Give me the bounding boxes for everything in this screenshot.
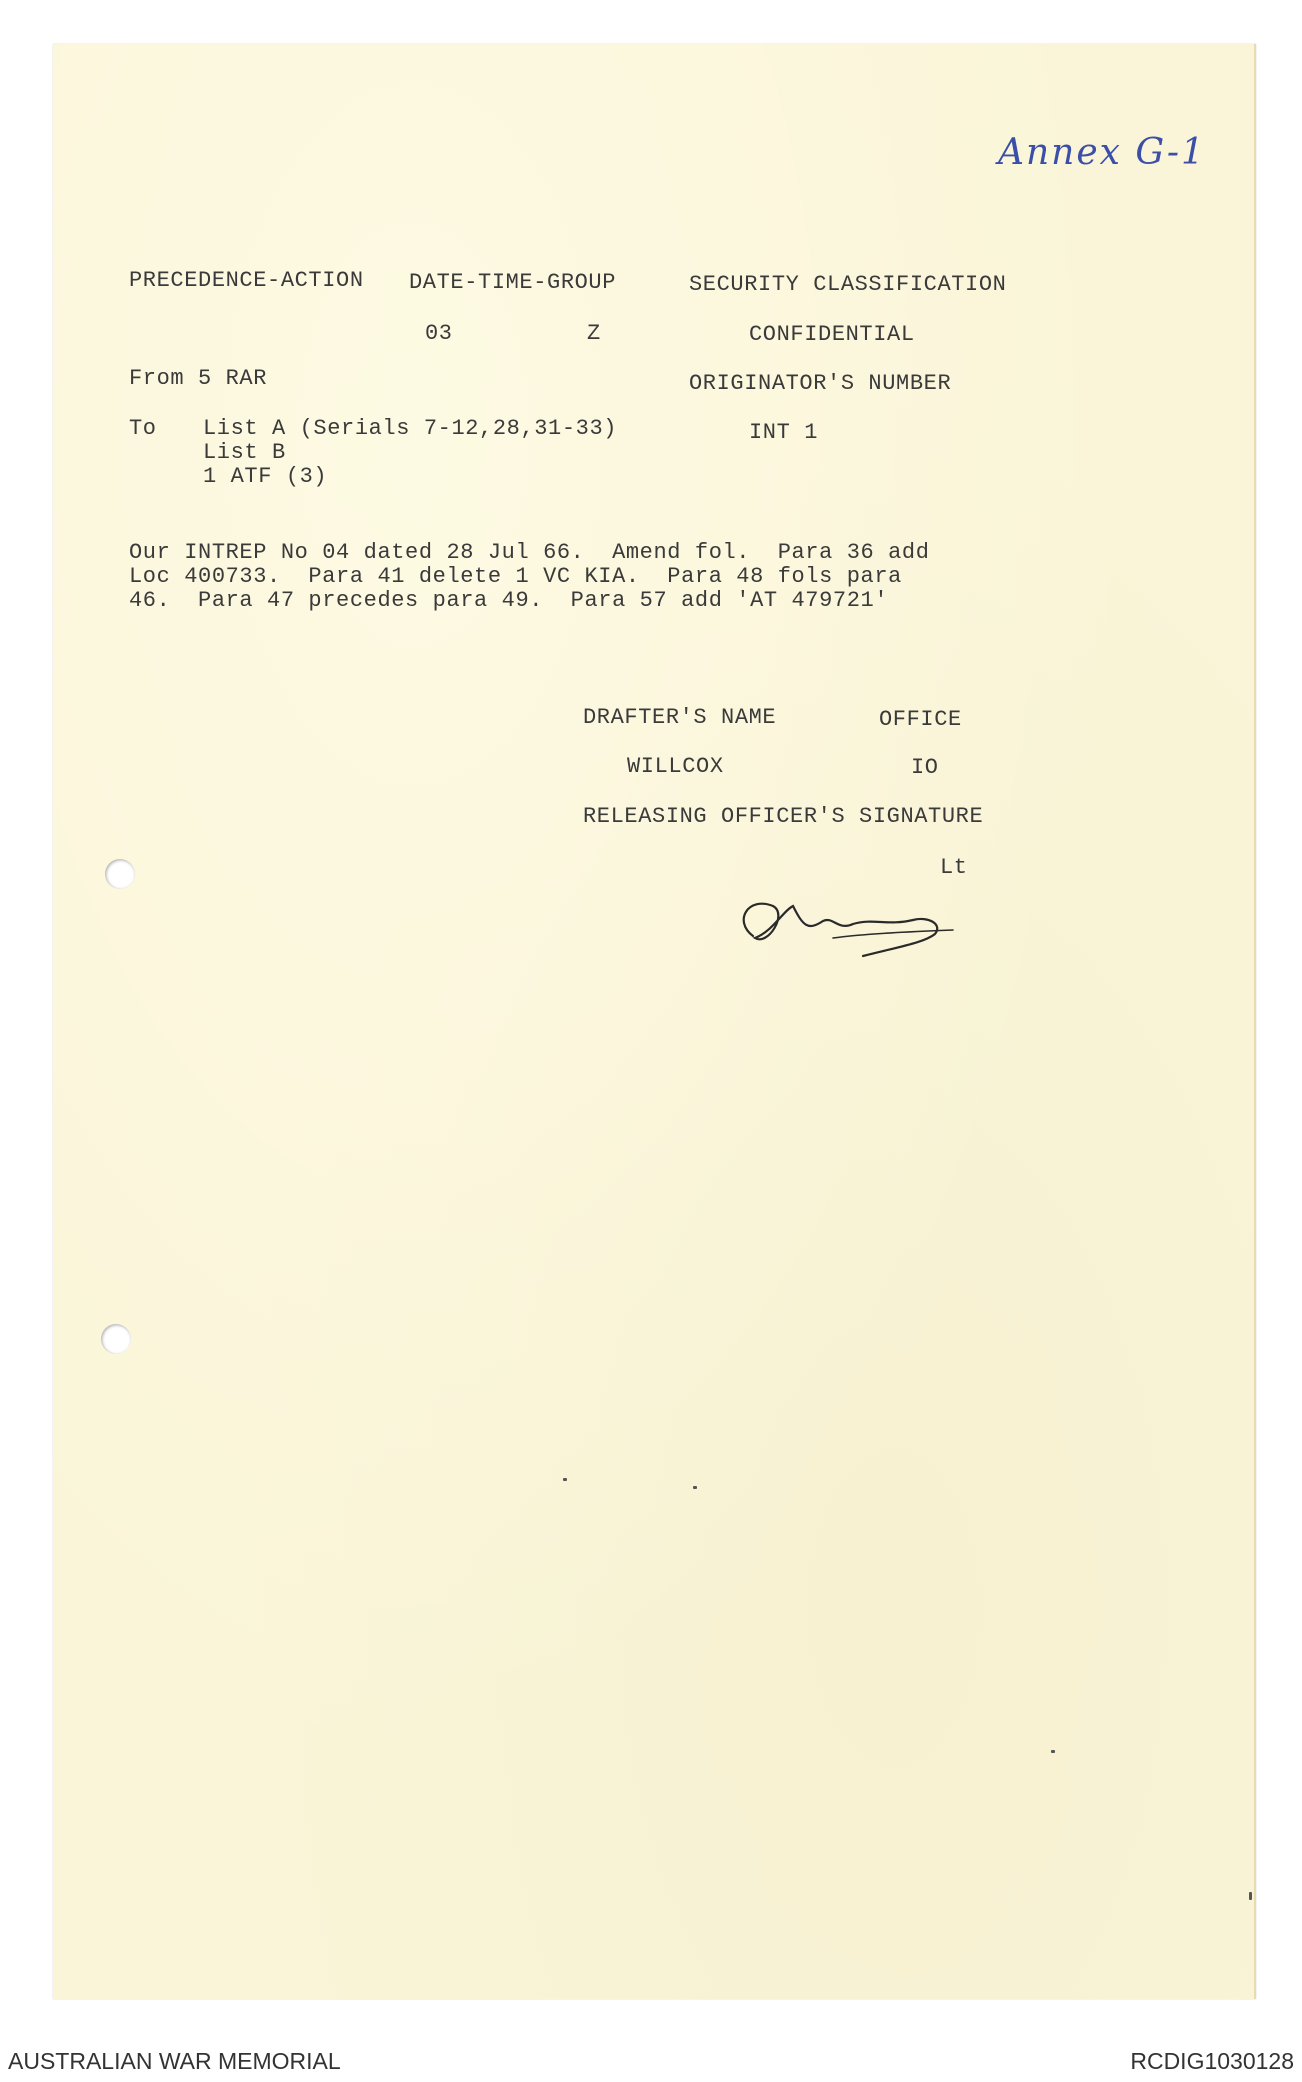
office-label: OFFICE <box>879 707 962 732</box>
originator-number-value: INT 1 <box>749 420 819 445</box>
message-line: Our INTREP No 04 dated 28 Jul 66. Amend fol. Para 36 add <box>129 540 930 565</box>
paper-speck <box>693 1486 697 1489</box>
security-classification-value: CONFIDENTIAL <box>749 322 915 347</box>
date-time-group-zone: Z <box>587 321 601 346</box>
document-sheet <box>53 44 1256 1999</box>
recipient-line: List B <box>203 440 286 465</box>
handwritten-annotation: Annex G-1 <box>998 132 1206 173</box>
paper-speck <box>1249 1892 1252 1900</box>
date-time-group-day: 03 <box>425 321 453 346</box>
date-time-group-label: DATE-TIME-GROUP <box>409 270 617 295</box>
paper-speck <box>1051 1750 1055 1753</box>
security-classification-label: SECURITY CLASSIFICATION <box>689 272 1007 297</box>
paper-speck <box>563 1478 567 1481</box>
footer-record-id: RCDIG1030128 <box>1130 2048 1294 2074</box>
message-line: 46. Para 47 precedes para 49. Para 57 add 'AT 479721' <box>129 588 889 613</box>
precedence-label: PRECEDENCE-ACTION <box>129 268 364 293</box>
punch-hole <box>105 859 135 889</box>
releasing-officer-signature-label: RELEASING OFFICER'S SIGNATURE <box>583 804 984 829</box>
footer-source: AUSTRALIAN WAR MEMORIAL <box>8 2048 341 2074</box>
drafter-name-label: DRAFTER'S NAME <box>583 705 777 730</box>
releasing-officer-rank: Lt <box>940 855 968 880</box>
from-line: From 5 RAR <box>129 366 268 391</box>
recipient-line: 1 ATF (3) <box>203 464 328 489</box>
recipient-line: List A (Serials 7-12,28,31-33) <box>203 416 618 441</box>
punch-hole <box>101 1324 131 1354</box>
to-label: To <box>129 416 157 441</box>
message-line: Loc 400733. Para 41 delete 1 VC KIA. Para 48 fols para <box>129 564 902 589</box>
drafter-name-value: WILLCOX <box>627 754 724 779</box>
handwritten-signature <box>713 876 1003 966</box>
originator-number-label: ORIGINATOR'S NUMBER <box>689 371 952 396</box>
office-value: IO <box>911 755 939 780</box>
